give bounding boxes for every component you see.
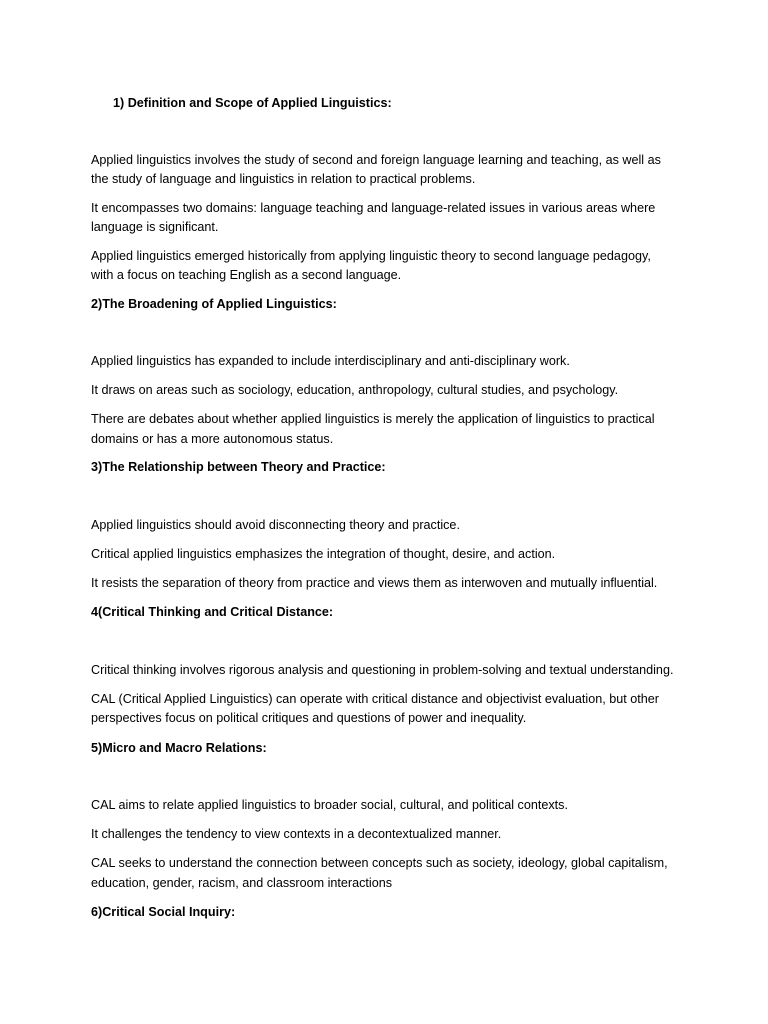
paragraph-line: with a focus on teaching English as a second language. [91, 268, 402, 282]
paragraph-line: Applied linguistics has expanded to include interdisciplinary and anti-disciplinary work. [91, 354, 570, 368]
paragraph-line: the study of language and linguistics in relation to practical problems. [91, 172, 476, 186]
paragraph-line: It resists the separation of theory from practice and views them as interwoven and mutually influential. [91, 576, 658, 590]
paragraph-line: perspectives focus on political critiques and questions of power and inequality. [91, 711, 527, 725]
paragraph-line: It challenges the tendency to view contexts in a decontextualized manner. [91, 827, 502, 841]
paragraph-line: Applied linguistics emerged historically from applying linguistic theory to second language pedagogy, [91, 249, 651, 263]
paragraph-line: Critical applied linguistics emphasizes the integration of thought, desire, and action. [91, 547, 556, 561]
paragraph-line: domains or has a more autonomous status. [91, 432, 334, 446]
paragraph-line: Applied linguistics should avoid disconnecting theory and practice. [91, 518, 460, 532]
section-heading-5: 5)Micro and Macro Relations: [91, 741, 267, 755]
section-heading-6: 6)Critical Social Inquiry: [91, 905, 236, 919]
paragraph-line: CAL (Critical Applied Linguistics) can operate with critical distance and objectivist evaluation, but other [91, 692, 659, 706]
paragraph-line: It draws on areas such as sociology, education, anthropology, cultural studies, and psychology. [91, 383, 619, 397]
section-heading-2: 2)The Broadening of Applied Linguistics: [91, 297, 337, 311]
paragraph-line: Critical thinking involves rigorous analysis and questioning in problem-solving and textual understanding. [91, 663, 674, 677]
paragraph-line: CAL aims to relate applied linguistics to broader social, cultural, and political contexts. [91, 798, 568, 812]
paragraph-line: Applied linguistics involves the study of second and foreign language learning and teaching, as well as [91, 153, 661, 167]
section-heading-1: 1) Definition and Scope of Applied Linguistics: [113, 96, 392, 110]
paragraph-line: education, gender, racism, and classroom interactions [91, 876, 393, 890]
paragraph-line: It encompasses two domains: language teaching and language-related issues in various areas where [91, 201, 656, 215]
paragraph-line: There are debates about whether applied linguistics is merely the application of linguistics to practical [91, 412, 655, 426]
paragraph-line: CAL seeks to understand the connection between concepts such as society, ideology, global capitalism, [91, 856, 668, 870]
section-heading-4: 4(Critical Thinking and Critical Distance: [91, 605, 334, 619]
paragraph-line: language is significant. [91, 220, 219, 234]
section-heading-3: 3)The Relationship between Theory and Practice: [91, 460, 386, 474]
